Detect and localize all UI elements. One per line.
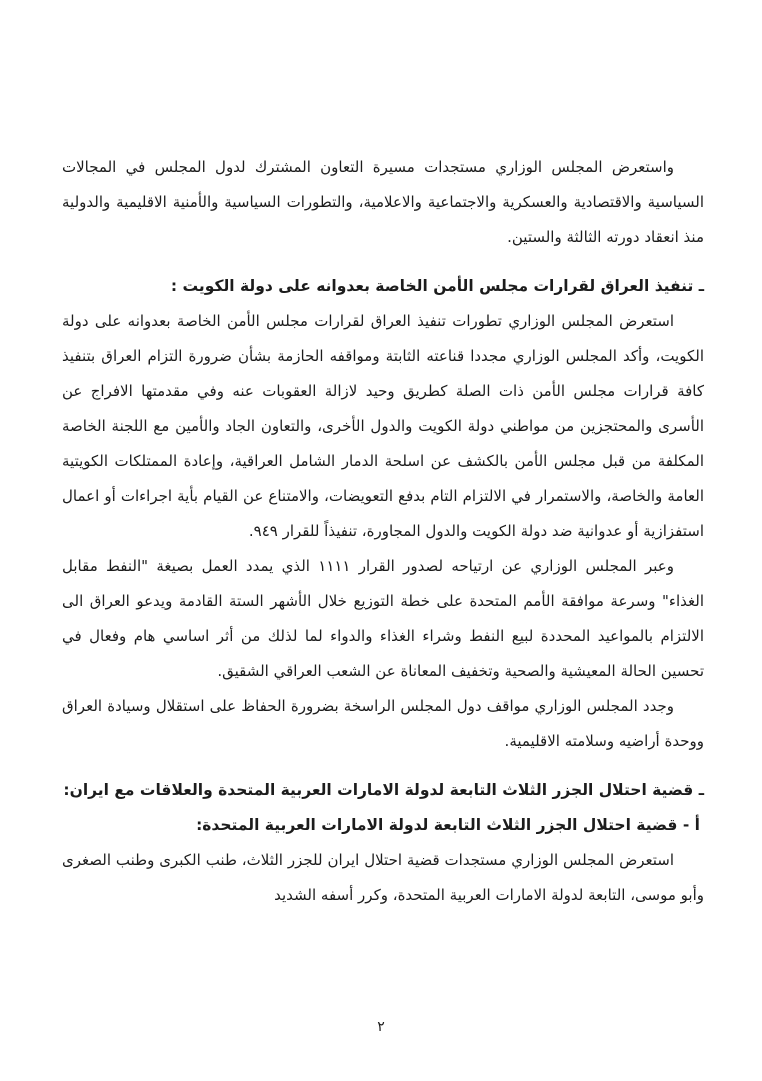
document-heading: ـ تنفيذ العراق لقرارات مجلس الأمن الخاصة بعدوانه على دولة الكويت : bbox=[170, 277, 704, 295]
document-paragraph: وعبر المجلس الوزاري عن ارتياحه لصدور القرار ١١١١ الذي يمدد العمل بصيغة "النفط مقابل الغذاء" وسرعة موافقة الأمم المتحدة على خطة التوزيع خلال الأشهر الستة القادمة ويدعو العراق الى الالتزام بالمواعيد المحددة لبيع النفط وشراء الغذاء والدواء لما لذلك من أثر اساسي هام وفعال في تحسين الحالة المعيشية والصحية وتخفيف المعاناة عن الشعب العراقي الشقيق. bbox=[62, 557, 704, 680]
document-heading: ـ قضية احتلال الجزر الثلاث التابعة لدولة الامارات العربية المتحدة والعلاقات مع ايران: bbox=[63, 781, 704, 799]
document-paragraph: واستعرض المجلس الوزاري مستجدات مسيرة التعاون المشترك لدول المجلس في المجالات السياسية والاقتصادية والعسكرية والاجتماعية والاعلامية، والتطورات السياسية والأمنية الاقليمية والدولية منذ انعقاد دورته الثالثة والستين. bbox=[62, 158, 704, 246]
document-paragraph: استعرض المجلس الوزاري تطورات تنفيذ العراق لقرارات مجلس الأمن الخاصة بعدوانه على دولة الكويت، وأكد المجلس الوزاري مجددا قناعته الثابتة ومواقفه الحازمة بشأن ضرورة التزام العراق بتنفيذ كافة قرارات مجلس الأمن ذات الصلة كطريق وحيد لازالة العقوبات عنه وفي مقدمتها الافراج عن الأسرى والمحتجزين من مواطني دولة الكويت والدول الأخرى، والتعاون الجاد والأمين مع اللجنة الخاصة المكلفة من قبل مجلس الأمن بالكشف عن اسلحة الدمار الشامل العراقية، وإعادة الممتلكات الكويتية العامة والخاصة، والاستمرار في الالتزام التام بدفع التعويضات، والامتناع عن القيام بأية اجراءات أو اعمال استفزازية أو عدوانية ضد دولة الكويت والدول المجاورة، تنفيذاً للقرار ٩٤٩. bbox=[62, 312, 704, 540]
document-paragraph: وجدد المجلس الوزاري مواقف دول المجلس الراسخة بضرورة الحفاظ على استقلال وسيادة العراق ووحدة أراضيه وسلامته الاقليمية. bbox=[62, 697, 704, 750]
document-body bbox=[62, 150, 704, 913]
document-subheading: أ - قضية احتلال الجزر الثلاث التابعة لدولة الامارات العربية المتحدة: bbox=[196, 816, 700, 834]
page-number: ٢ bbox=[377, 1019, 385, 1035]
document-paragraph: استعرض المجلس الوزاري مستجدات قضية احتلال ايران للجزر الثلاث، طنب الكبرى وطنب الصغرى وأبو موسى، التابعة لدولة الامارات العربية المتحدة، وكرر أسفه الشديد bbox=[62, 851, 704, 904]
